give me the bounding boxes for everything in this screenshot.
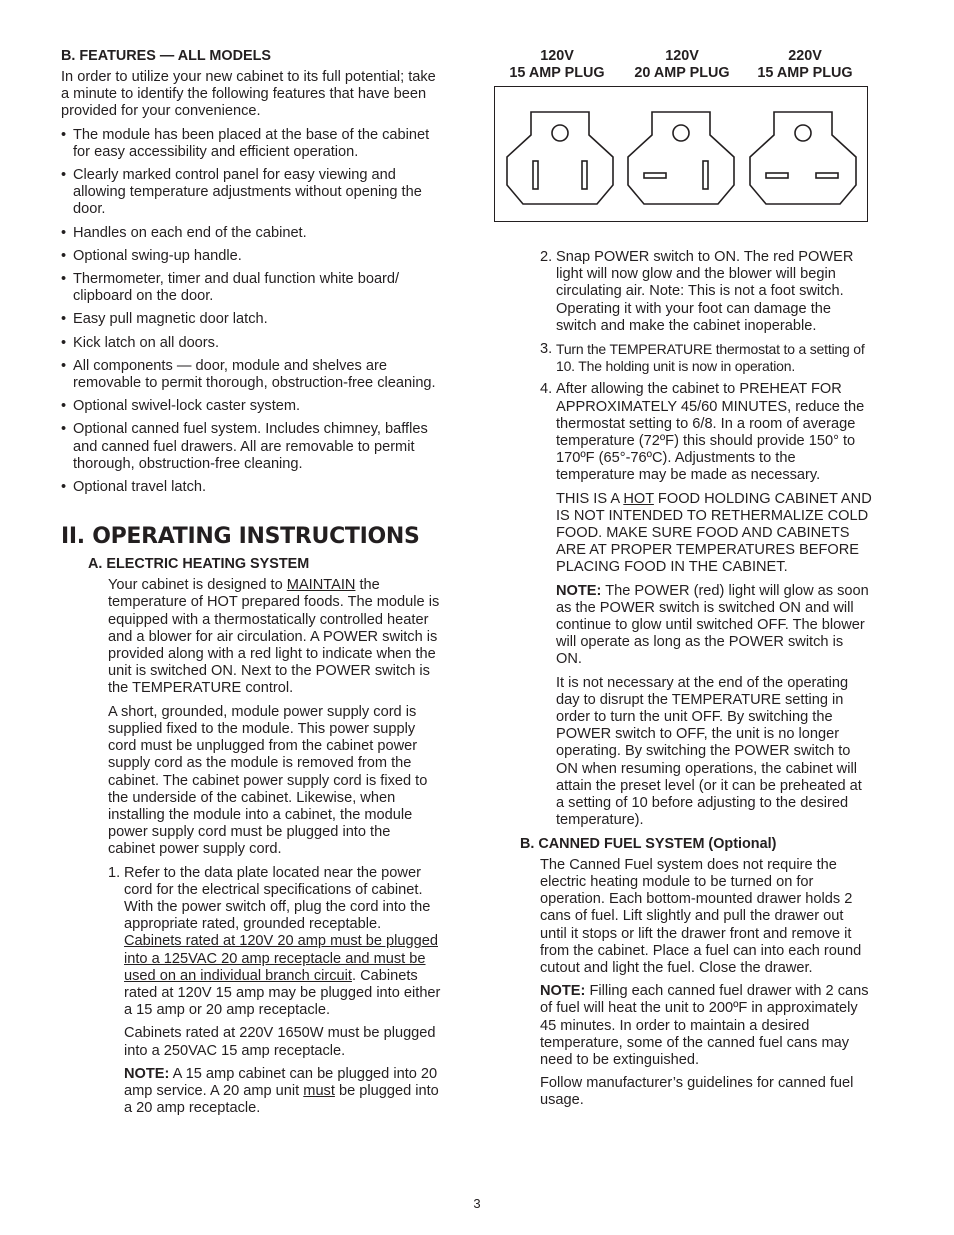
features-intro: In order to utilize your new cabinet to its full potential; take a minute to identify the following features that have been provided for your convenience.	[61, 69, 436, 120]
step-number: 2.	[540, 249, 553, 265]
text-span: Your cabinet is designed to	[108, 577, 287, 594]
left-column	[61, 48, 441, 1123]
electric-heating-body	[108, 577, 441, 1117]
text-span: A 15 amp cabinet can be plugged into 20 amp service. A 20 amp unit	[124, 1065, 438, 1099]
plug-rating: 15 AMP PLUG	[509, 65, 605, 81]
features-list	[61, 127, 441, 497]
underlined-text: HOT	[623, 490, 654, 507]
plug-diagram-svg	[495, 87, 869, 223]
electric-heating-heading: A. ELECTRIC HEATING SYSTEM	[88, 556, 310, 573]
plug-diagram	[494, 86, 868, 222]
plug-voltage: 120V	[540, 48, 574, 64]
canned-fuel-note	[540, 983, 872, 1069]
underlined-text: MAINTAIN	[286, 577, 356, 594]
warning-text	[556, 491, 872, 577]
text-span: Filling each canned fuel drawer with 2 cans of fuel will heat the unit to 200ºF in approximately 45 minutes. In order to maintain a desired temperature, some of the canned fuel cans may need to be extinguished.	[540, 983, 869, 1068]
right-column	[520, 249, 872, 1116]
list-item: • Handles on each end of the cabinet.	[61, 225, 441, 242]
text-span: The POWER (red) light will glow as soon as the POWER switch is switched ON and will continue to glow until switched OFF. The blower will operate as long as the POWER switch is ON.	[556, 582, 869, 668]
page-number: 3	[473, 1196, 481, 1211]
text-span: THIS IS A	[556, 490, 624, 507]
plug-label-3	[740, 48, 870, 82]
plug-label-2	[617, 48, 747, 82]
step-1	[108, 865, 441, 1118]
plug-rating: 15 AMP PLUG	[757, 65, 853, 81]
step-number: 1.	[108, 864, 121, 881]
step-4-text: After allowing the cabinet to PREHEAT FOR APPROXIMATELY 45/60 MINUTES, reduce the thermostat setting to 6/8. In a room of average temperature (72ºF) this should provide 150° to 170ºF (65°-76ºC). Adjustments to the temperature may be made as necessary.	[556, 381, 865, 484]
section-heading: II. OPERATING INSTRUCTIONS	[61, 524, 420, 550]
plug-voltage: 220V	[788, 48, 822, 64]
list-item: • Clearly marked control panel for easy viewing and allowing temperature adjustments without opening the door.	[61, 167, 441, 219]
step-1-note	[124, 1066, 441, 1118]
note-label: NOTE:	[556, 582, 602, 599]
step-1-text	[124, 865, 441, 1020]
plug-120v-15a-icon	[507, 112, 613, 204]
canned-fuel-heading: B. CANNED FUEL SYSTEM (Optional)	[520, 835, 777, 852]
underlined-text: Cabinets rated at 120V 20 amp must be plugged into a 125VAC 20 amp receptacle and must be used on an individual branch circuit	[124, 933, 438, 984]
plug-diagram-headers	[494, 48, 874, 86]
text-span: the temperature of HOT prepared foods. The module is equipped with a thermostatically controlled heater and a blower for air circulation. A POWER switch is provided along with a red light to indicate when the unit is switched ON. Next to the POWER switch is the TEMPERATURE control.	[108, 577, 440, 697]
list-item: • Thermometer, timer and dual function white board/ clipboard on the door.	[61, 271, 441, 305]
canned-fuel-para-3: Follow manufacturer’s guidelines for canned fuel usage.	[540, 1075, 854, 1109]
plug-voltage: 120V	[665, 48, 699, 64]
step-1-para-2: Cabinets rated at 220V 1650W must be plugged into a 250VAC 15 amp receptacle.	[124, 1025, 436, 1059]
power-note	[556, 583, 872, 669]
step-2-text: Snap POWER switch to ON. The red POWER light will now glow and the blower will begin circulating air. Note: This is not a foot switch. Operating it with your foot can damage the switch and make the cabinet inoperable.	[556, 249, 854, 334]
note-label: NOTE:	[124, 1065, 170, 1082]
steps-list-continued	[540, 249, 872, 830]
step-number: 3.	[540, 341, 553, 358]
plug-120v-20a-icon	[628, 112, 734, 204]
list-item: • The module has been placed at the base of the cabinet for easy accessibility and efficient operation.	[61, 127, 441, 161]
list-item: • Optional travel latch.	[61, 479, 441, 496]
underlined-text: must	[303, 1082, 335, 1099]
list-item: • Optional swing-up handle.	[61, 248, 441, 265]
list-item: • Easy pull magnetic door latch.	[61, 311, 441, 328]
electric-para-1	[108, 577, 441, 697]
steps-list	[108, 865, 441, 1118]
step-number: 4.	[540, 381, 553, 398]
features-heading: B. FEATURES — ALL MODELS	[61, 48, 271, 64]
text-span: FOOD HOLDING CABINET AND IS NOT INTENDED TO RETHERMALIZE COLD FOOD. MAKE SURE FOOD AND CABINETS ARE AT PROPER TEMPERATURES BEFORE PLACING FOOD IN THE CABINET.	[556, 490, 872, 576]
plug-rating: 20 AMP PLUG	[634, 65, 730, 81]
list-item: • Kick latch on all doors.	[61, 335, 441, 352]
electric-para-2: A short, grounded, module power supply cord is supplied fixed to the module. This power supply cord must be unplugged from the cabinet power supply cord as the module is removed from the cabinet. The cabinet power supply cord is fixed to the underside of the cabinet. Likewise, when installing the module into a cabinet, the module power supply cord must be plugged into the cabinet power supply cord.	[108, 703, 428, 858]
canned-fuel-para-1: The Canned Fuel system does not require the electric heating module to be turned on for operation. Each bottom-mounted drawer holds 2 cans of fuel. Lift slightly and pull the drawer out until it stops or lift the drawer front and remove it from the cabinet. Place a fuel can into each round cutout and light the fuel. Close the drawer.	[540, 856, 862, 976]
list-item: • Optional swivel-lock caster system.	[61, 398, 441, 415]
operating-day-para: It is not necessary at the end of the operating day to disrupt the TEMPERATURE setting in order to turn the unit OFF. By switching the POWER switch to OFF, the unit is no longer operating. By switching the POWER switch to ON when resuming operations, the cabinet will attain the preset level (or it can be preheated at a setting of 10 before adjusting to the desired temperature).	[556, 674, 862, 829]
text-span: . Cabinets rated at 120V 15 amp may be plugged into either a 15 amp or 20 amp receptacle.	[124, 967, 441, 1019]
text-span: Refer to the data plate located near the power cord for the electrical specifications of cabinet. With the power switch off, plug the cord into the appropriate rated, grounded receptable.	[124, 864, 431, 933]
list-item: • Optional canned fuel system. Includes chimney, baffles and canned fuel drawers. All are removable to permit thorough, obstruction-free cleaning.	[61, 421, 441, 473]
step-3	[540, 341, 872, 375]
plug-220v-15a-icon	[750, 112, 856, 204]
list-item: • All components — door, module and shelves are removable to permit thorough, obstruction-free cleaning.	[61, 358, 441, 392]
text-span: be plugged into a 20 amp receptacle.	[124, 1082, 439, 1117]
step-4	[540, 381, 872, 829]
step-3-text: Turn the TEMPERATURE thermostat to a setting of 10. The holding unit is now in operation.	[556, 341, 865, 375]
plug-label-1	[492, 48, 622, 82]
step-2	[540, 249, 872, 335]
canned-fuel-body	[540, 857, 872, 1110]
note-label: NOTE:	[540, 983, 586, 1000]
